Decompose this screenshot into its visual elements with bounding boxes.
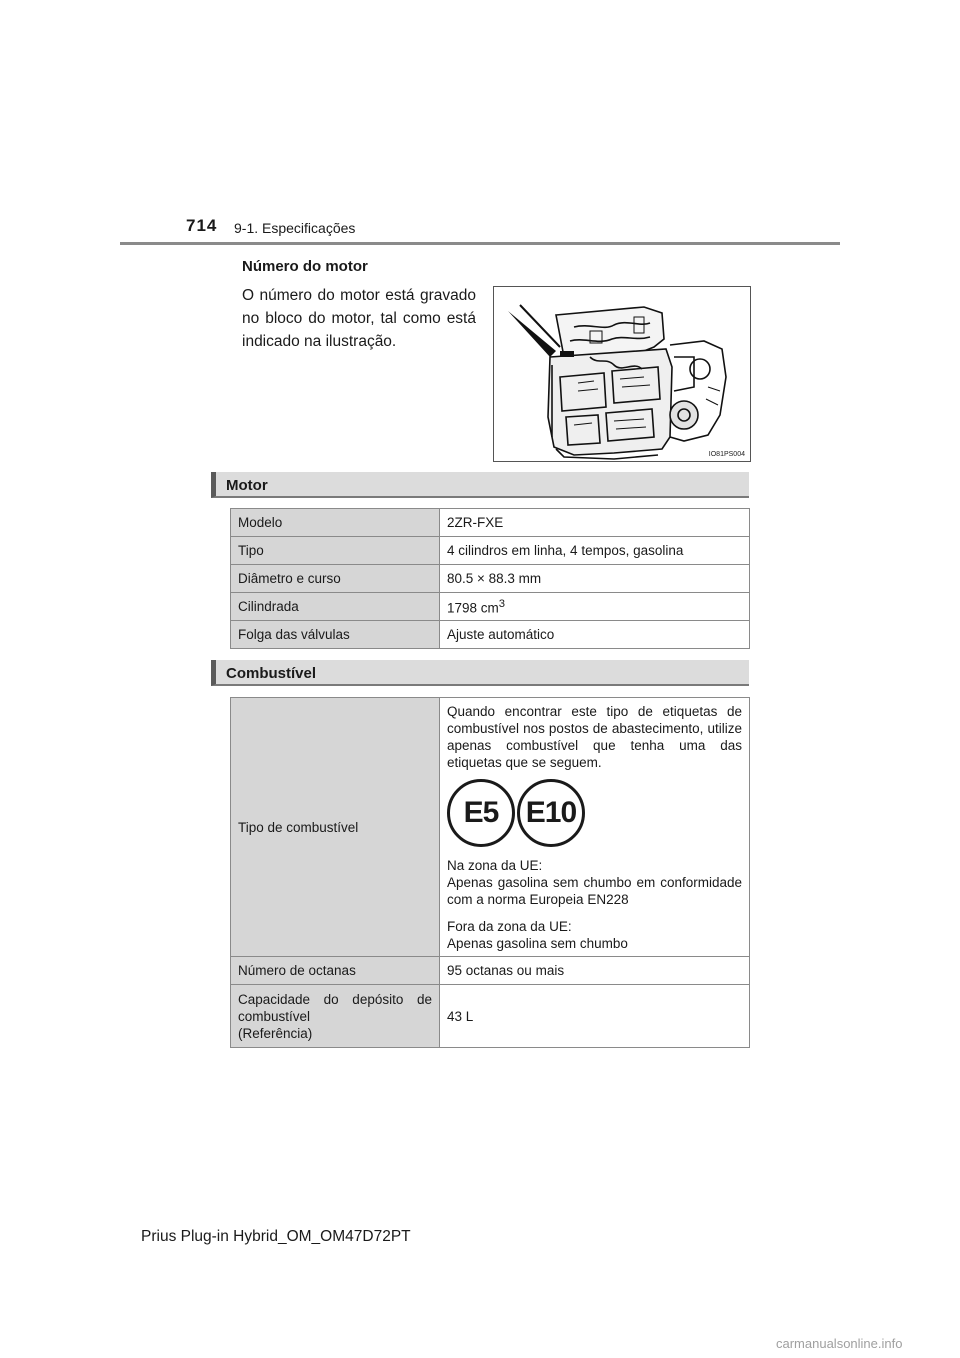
table-row [231, 593, 750, 621]
eu-zone-text: Apenas gasolina sem chumbo em conformidade com a norma Europeia EN228 [447, 874, 742, 907]
motor-section-title: Motor [226, 477, 268, 494]
spec-label: Diâmetro e curso [231, 565, 440, 593]
fuel-label-text: E10 [525, 795, 577, 829]
eu-zone-title: Na zona da UE: [447, 857, 543, 873]
capacity-label-line: combustível [238, 1008, 311, 1024]
displacement-unit-exponent: 3 [498, 597, 506, 610]
engine-number-location [560, 351, 574, 357]
header-divider [120, 242, 840, 245]
spec-label: Folga das válvulas [231, 621, 440, 649]
spec-value: 80.5 × 88.3 mm [440, 565, 750, 593]
motor-spec-table [230, 508, 750, 649]
fuel-spec-table [230, 697, 750, 1048]
spec-label [231, 985, 440, 1048]
table-row [231, 565, 750, 593]
spec-value [440, 593, 750, 621]
spec-value: 2ZR-FXE [440, 509, 750, 537]
spec-label: Cilindrada [231, 593, 440, 621]
fuel-type-intro: Quando encontrar este tipo de etiquetas de combustível nos postos de abastecimento, utilize apenas combustível que tenha uma das etiquetas que se seguem. [447, 703, 742, 770]
engine-drawing [494, 287, 750, 461]
spec-value: 43 L [440, 985, 750, 1048]
document-id-footer: Prius Plug-in Hybrid_OM_OM47D72PT [141, 1228, 411, 1245]
e5-label-icon [447, 779, 515, 847]
spec-label: Número de octanas [231, 957, 440, 985]
capacity-label-line: (Referência) [238, 1025, 313, 1041]
motor-section-header [211, 472, 749, 498]
engine-number-description: O número do motor está gravado no bloco do motor, tal como está indicado na ilustração. [242, 287, 476, 350]
spec-value: 4 cilindros em linha, 4 tempos, gasolina [440, 537, 750, 565]
spec-value: 95 octanas ou mais [440, 957, 750, 985]
fuel-label-text: E5 [463, 795, 499, 829]
spec-label: Tipo de combustível [231, 698, 440, 957]
engine-illustration [493, 286, 751, 462]
spec-value [440, 698, 750, 957]
table-row [231, 698, 750, 957]
figure-code: IO81PS004 [708, 451, 745, 458]
fuel-section-header [211, 660, 749, 686]
non-eu-zone-title: Fora da zona da UE: [447, 918, 572, 934]
fuel-section-title: Combustível [226, 665, 317, 682]
spec-label: Tipo [231, 537, 440, 565]
table-row [231, 509, 750, 537]
non-eu-zone-text: Apenas gasolina sem chumbo [447, 935, 628, 951]
spec-label: Modelo [231, 509, 440, 537]
spec-value: Ajuste automático [440, 621, 750, 649]
displacement-value: 1798 cm [447, 600, 499, 616]
engine-number-heading: Número do motor [242, 258, 368, 275]
table-row [231, 957, 750, 985]
section-title: 9-1. Especificações [234, 220, 356, 236]
table-row [231, 621, 750, 649]
engine-block-drawing [548, 307, 726, 459]
page-number: 714 [186, 216, 218, 235]
table-row [231, 537, 750, 565]
fuel-labels [447, 779, 742, 847]
capacity-label-line: Capacidade do depósito de [238, 991, 432, 1007]
e10-label-icon [517, 779, 585, 847]
table-row [231, 985, 750, 1048]
watermark: carmanualsonline.info [776, 1336, 903, 1351]
